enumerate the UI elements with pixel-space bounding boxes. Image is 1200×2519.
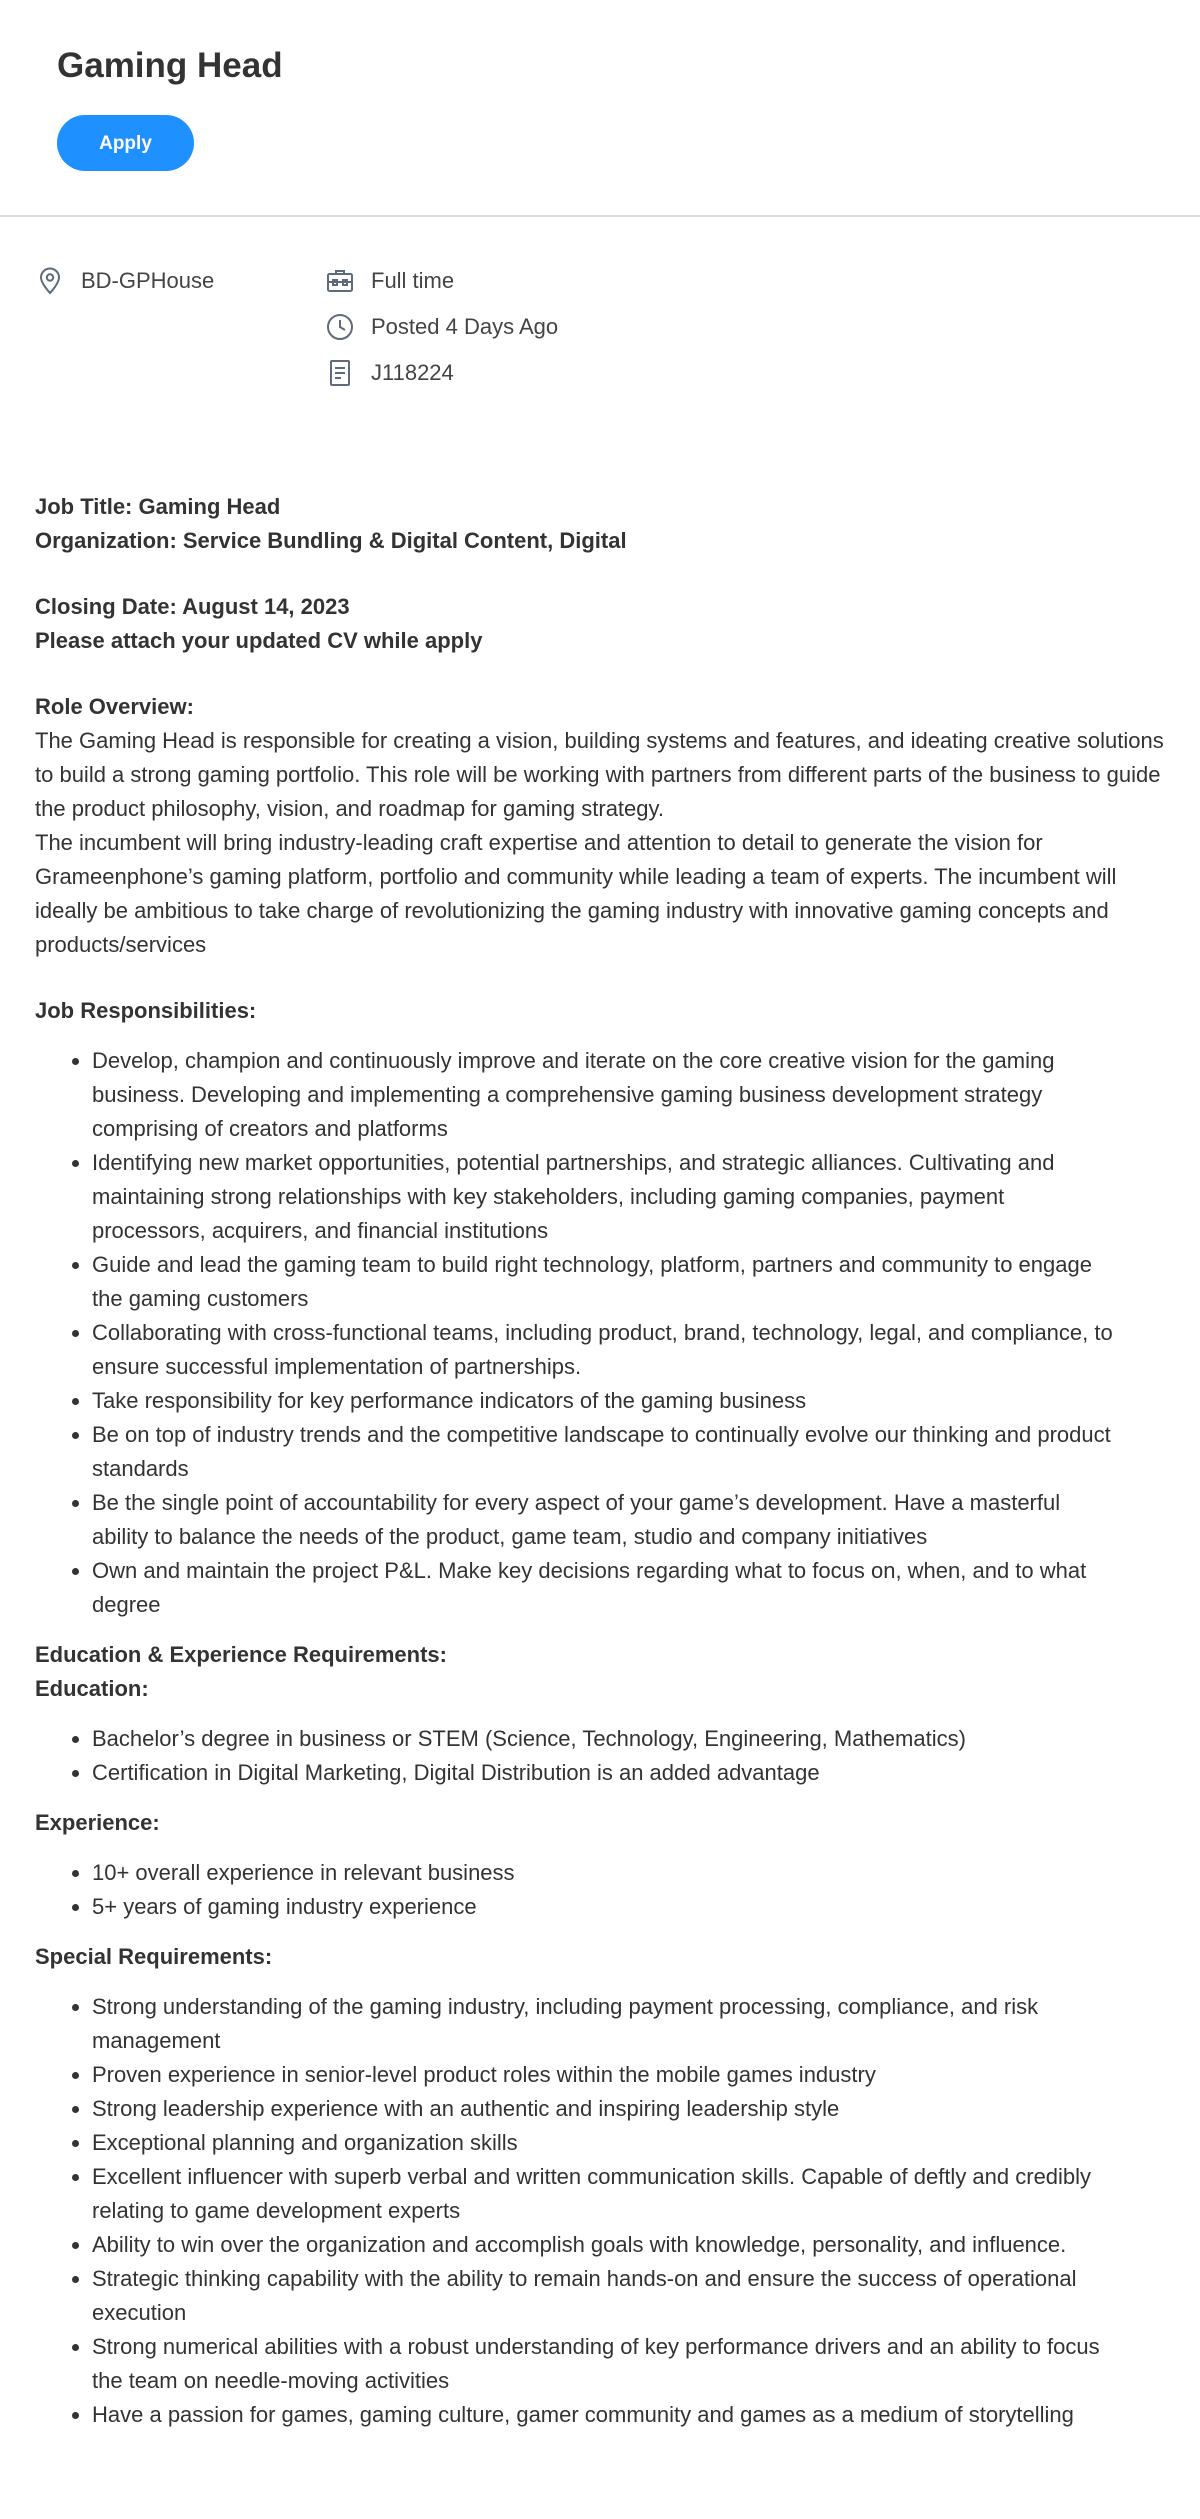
job-id-label: J118224 — [371, 360, 454, 385]
closing-date-line: Closing Date: August 14, 2023 — [35, 594, 350, 619]
responsibilities-heading: Job Responsibilities: — [35, 998, 257, 1023]
list-item: Bachelor’s degree in business or STEM (Science, Technology, Engineering, Mathematics) — [92, 1722, 1122, 1756]
experience-list — [35, 1840, 1165, 1940]
time-type-item — [325, 258, 454, 304]
special-heading: Special Requirements: — [35, 1944, 273, 1969]
job-id-item — [325, 350, 454, 396]
list-item: Proven experience in senior-level product roles within the mobile games industry — [92, 2058, 1122, 2092]
posted-label: Posted 4 Days Ago — [371, 314, 559, 339]
list-item: Strong leadership experience with an authentic and inspiring leadership style — [92, 2092, 1122, 2126]
list-item: Guide and lead the gaming team to build right technology, platform, partners and community to engage the gaming customers — [92, 1248, 1122, 1316]
spacer — [35, 558, 1165, 590]
spacer — [35, 658, 1165, 690]
list-item: Certification in Digital Marketing, Digital Distribution is an added advantage — [92, 1756, 1122, 1790]
list-item: Strong understanding of the gaming industry, including payment processing, compliance, and risk management — [92, 1990, 1122, 2058]
role-overview-heading: Role Overview: — [35, 694, 194, 719]
list-item: Be the single point of accountability for every aspect of your game’s development. Have a masterful ability to balance the needs of the product, game team, studio and company initiatives — [92, 1486, 1122, 1554]
page-title: Gaming Head — [57, 46, 283, 85]
list-item: Take responsibility for key performance indicators of the gaming business — [92, 1384, 1122, 1418]
job-meta — [0, 258, 1200, 398]
education-list — [35, 1706, 1165, 1806]
list-item: Ability to win over the organization and accomplish goals with knowledge, personality, and influence. — [92, 2228, 1122, 2262]
special-requirements-list — [35, 1974, 1165, 2448]
attach-cv-line: Please attach your updated CV while apply — [35, 628, 483, 653]
responsibilities-list — [35, 1028, 1165, 1638]
list-item: Strong numerical abilities with a robust understanding of key performance drivers and an ability to focus the team on needle-moving activities — [92, 2330, 1122, 2398]
briefcase-icon — [325, 266, 355, 296]
list-item: Excellent influencer with superb verbal and written communication skills. Capable of deftly and credibly relating to game development experts — [92, 2160, 1122, 2228]
spacer — [35, 962, 1165, 994]
role-overview-paragraph: The Gaming Head is responsible for creating a vision, building systems and features, and ideating creative solutions to build a strong gaming portfolio. This role will be working with partners from different parts of the business to guide the product philosophy, vision, and roadmap for gaming strategy. — [35, 728, 1164, 821]
list-item: Strategic thinking capability with the ability to remain hands-on and ensure the success of operational execution — [92, 2262, 1122, 2330]
job-title-line: Job Title: Gaming Head — [35, 494, 281, 519]
clock-icon — [325, 312, 355, 342]
job-header — [0, 0, 1200, 217]
experience-heading: Experience: — [35, 1810, 160, 1835]
list-item: Be on top of industry trends and the competitive landscape to continually evolve our thinking and product standards — [92, 1418, 1122, 1486]
job-description — [35, 490, 1165, 2448]
list-item: 5+ years of gaming industry experience — [92, 1890, 1122, 1924]
list-item: Own and maintain the project P&L. Make key decisions regarding what to focus on, when, and to what degree — [92, 1554, 1122, 1622]
education-heading: Education: — [35, 1676, 149, 1701]
location-pin-icon — [35, 266, 65, 296]
time-type-label: Full time — [371, 268, 455, 293]
edu-exp-heading: Education & Experience Requirements: — [35, 1642, 447, 1667]
document-icon — [325, 358, 355, 388]
location-label: BD-GPHouse — [81, 268, 215, 293]
list-item: 10+ overall experience in relevant business — [92, 1856, 1122, 1890]
apply-button[interactable]: Apply — [57, 115, 194, 171]
list-item: Identifying new market opportunities, potential partnerships, and strategic alliances. Cultivating and maintaining strong relationships with key stakeholders, including gaming companies, payment processors, acquirers, and financial institutions — [92, 1146, 1122, 1248]
organization-line: Organization: Service Bundling & Digital Content, Digital — [35, 528, 627, 553]
list-item: Exceptional planning and organization skills — [92, 2126, 1122, 2160]
role-overview-paragraph: The incumbent will bring industry-leading craft expertise and attention to detail to generate the vision for Grameenphone’s gaming platform, portfolio and community while leading a team of experts. The incumbent will ideally be ambitious to take charge of revolutionizing the gaming industry with innovative gaming concepts and products/services — [35, 830, 1117, 957]
location-item — [35, 258, 214, 304]
list-item: Develop, champion and continuously improve and iterate on the core creative vision for the gaming business. Developing and implementing a comprehensive gaming business development strategy comprising of creators and platforms — [92, 1044, 1122, 1146]
list-item: Collaborating with cross-functional teams, including product, brand, technology, legal, and compliance, to ensure successful implementation of partnerships. — [92, 1316, 1122, 1384]
posted-item — [325, 304, 558, 350]
list-item: Have a passion for games, gaming culture, gamer community and games as a medium of storytelling — [92, 2398, 1122, 2432]
